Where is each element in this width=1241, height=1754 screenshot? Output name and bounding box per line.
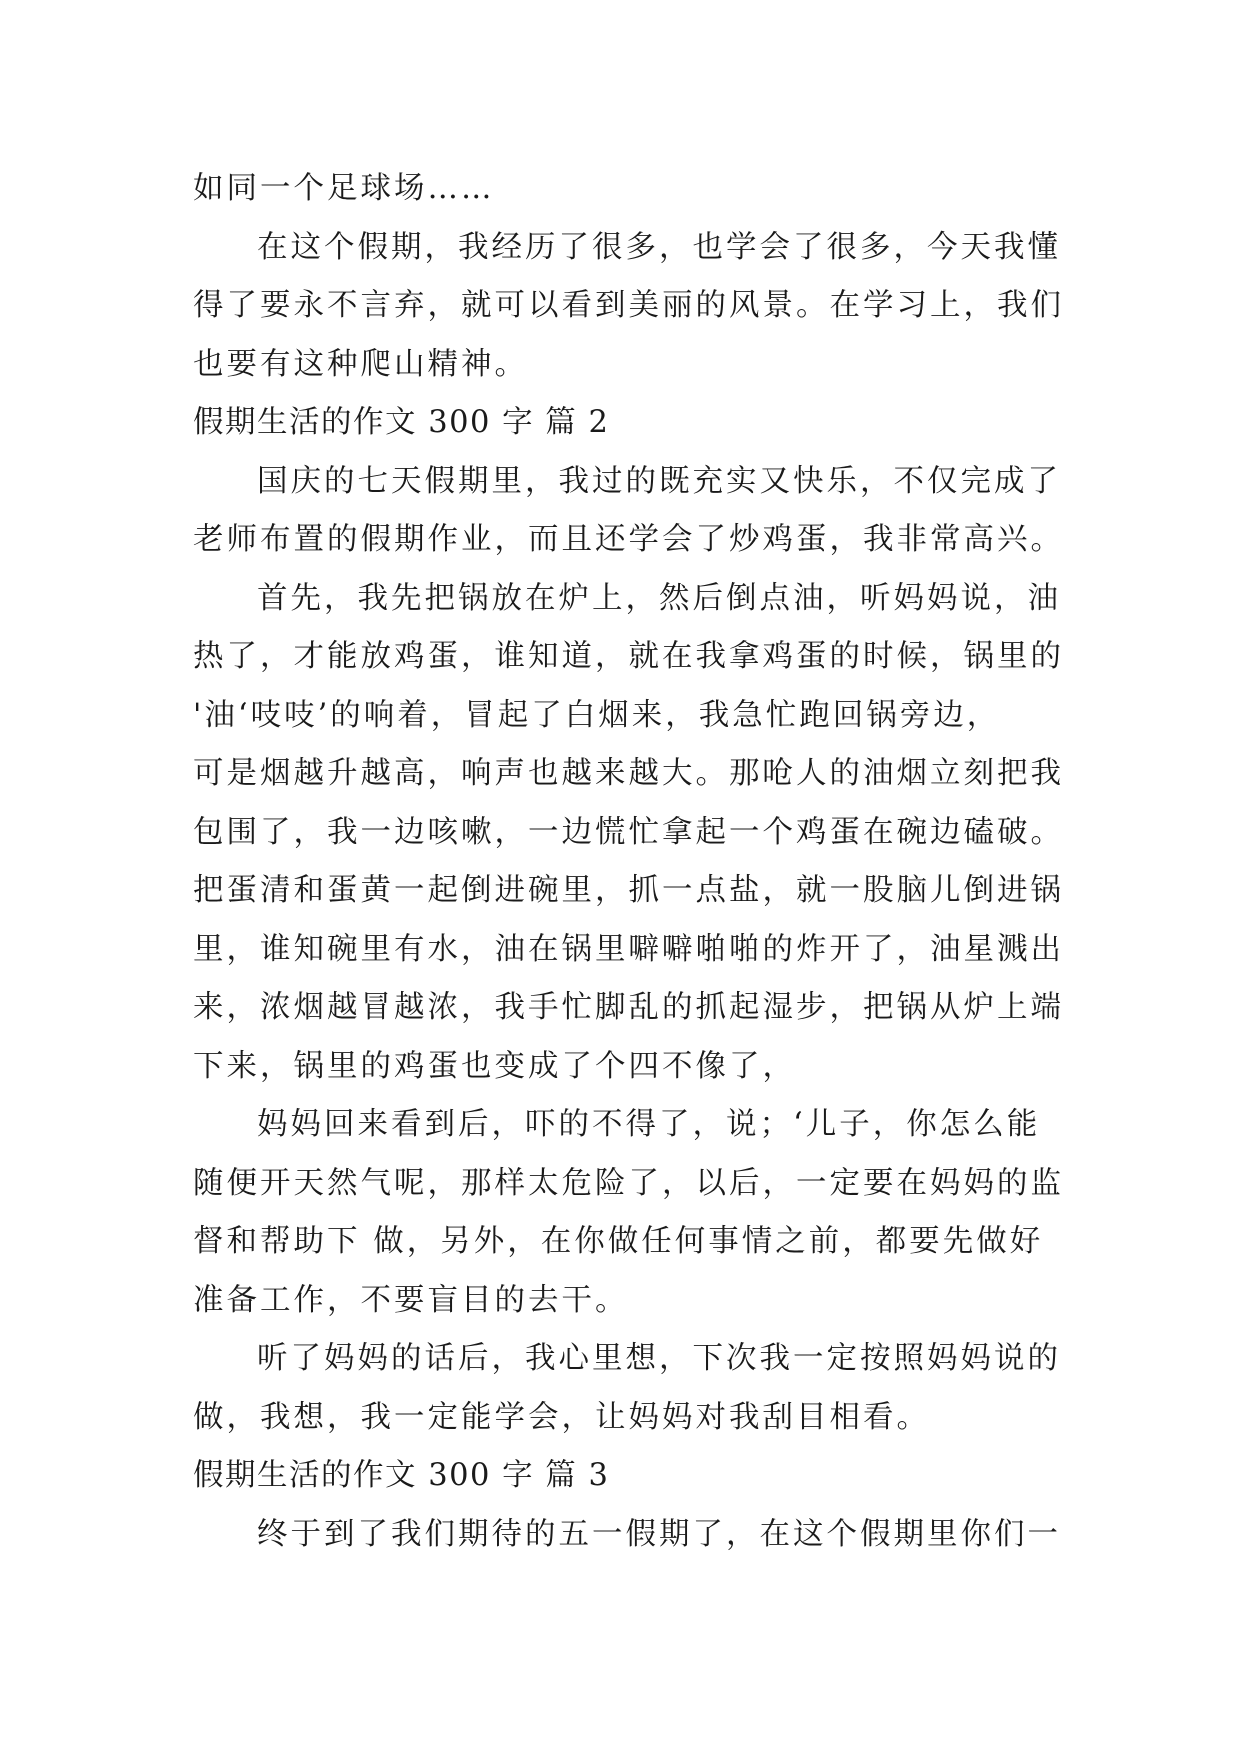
section-heading: 假期生活的作文 300 字 篇 2 xyxy=(193,405,610,440)
document-body xyxy=(193,160,1064,1564)
section-heading: 假期生活的作文 300 字 篇 3 xyxy=(193,1458,610,1493)
paragraph-first-line: 国庆的七天假期里，我过的既充实又快乐，不仅完成了 xyxy=(257,463,1061,499)
text-line: 可是烟越升越高，响声也越来越大。那呛人的油烟立刻把我 xyxy=(193,756,1064,791)
text-line: 下来，锅里的鸡蛋也变成了个四不像了， xyxy=(193,1048,796,1084)
paragraph-first-line: 听了妈妈的话后，我心里想，下次我一定按照妈妈说的 xyxy=(257,1341,1061,1376)
text-line: 里，谁知碗里有水，油在锅里噼噼啪啪的炸开了，油星溅出 xyxy=(193,931,1064,967)
paragraph-first-line: 妈妈回来看到后，吓的不得了，说；‘儿子，你怎么能 xyxy=(257,1107,1041,1142)
text-line: 把蛋清和蛋黄一起倒进碗里，抓一点盐，就一股脑儿倒进锅 xyxy=(193,873,1064,908)
text-line: 督和帮助下 做，另外，在你做任何事情之前，都要先做好 xyxy=(193,1224,1044,1259)
text-line: 热了，才能放鸡蛋，谁知道，就在我拿鸡蛋的时候，锅里的 xyxy=(193,639,1064,674)
text-line: 如同一个足球场…… xyxy=(193,171,495,206)
text-line: 来，浓烟越冒越浓，我手忙脚乱的抓起湿步，把锅从炉上端 xyxy=(193,990,1064,1025)
paragraph-first-line: 终于到了我们期待的五一假期了，在这个假期里你们一 xyxy=(257,1516,1061,1552)
paragraph-first-line: 在这个假期，我经历了很多，也学会了很多，今天我懂 xyxy=(257,229,1061,265)
text-line: 包围了，我一边咳嗽，一边慌忙拿起一个鸡蛋在碗边磕破。 xyxy=(193,814,1064,850)
text-line: 得了要永不言弃，就可以看到美丽的风景。在学习上，我们 xyxy=(193,288,1064,323)
text-line: '油‘吱吱’的响着，冒起了白烟来，我急忙跑回锅旁边， xyxy=(193,697,1001,733)
text-line: 老师布置的假期作业，而且还学会了炒鸡蛋，我非常高兴。 xyxy=(193,522,1064,557)
text-line: 随便开天然气呢，那样太危险了，以后，一定要在妈妈的监 xyxy=(193,1165,1064,1201)
text-line: 也要有这种爬山精神。 xyxy=(193,346,528,382)
text-line: 做，我想，我一定能学会，让妈妈对我刮目相看。 xyxy=(193,1399,930,1435)
paragraph-first-line: 首先，我先把锅放在炉上，然后倒点油，听妈妈说，油 xyxy=(257,580,1061,616)
text-line: 准备工作，不要盲目的去干。 xyxy=(193,1282,629,1318)
